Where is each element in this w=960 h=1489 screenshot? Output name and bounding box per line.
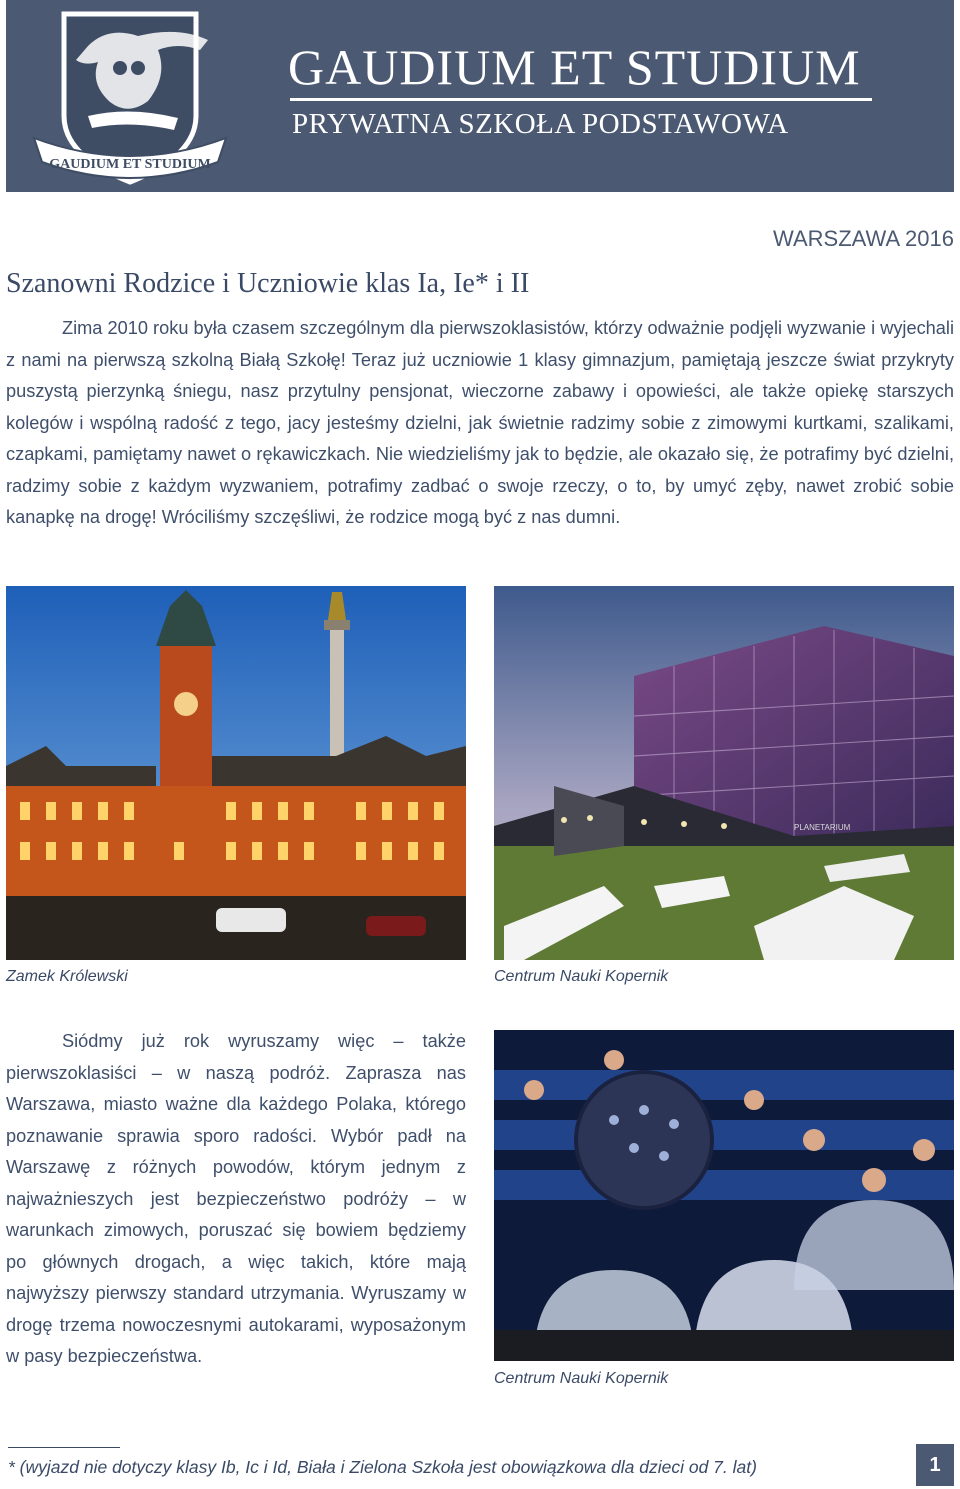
castle-photo [6, 586, 466, 960]
header-banner [6, 0, 954, 192]
science-center-photo [494, 586, 954, 960]
footnote: * (wyjazd nie dotyczy klasy Ib, Ic i Id, Biała i Zielona Szkoła jest obowiązkowa dla dzieci od 7. lat) [8, 1457, 757, 1477]
school-title: GAUDIUM ET STUDIUM [288, 39, 861, 95]
trip-paragraph: Siódmy już rok wyruszamy więc – także pierwszoklasiści – w naszą podróż. Zaprasza nas Warszawa, miasto ważne dla każdego Polaka, którego poznawanie sprawia sporo radości. Wybór padł na Warszawę z różnych powodów, którym jednym z najważnieszych jest bezpieczeństwo podróży – w warunkach zimowych, poruszać się bowiem będziemy po głównych drogach, a więc takich, które mają najwyższy pierwszy standard utrzymania. Wyruszamy w drogę trzema nowoczesnymi autokarami, wyposażonym w pasy bezpieczeństwa. [6, 1031, 466, 1366]
science-center-caption: Centrum Nauki Kopernik [494, 968, 669, 985]
castle-caption: Zamek Królewski [6, 968, 128, 985]
greeting-heading: Szanowni Rodzice i Uczniowie klas Ia, Ie* i II [6, 268, 530, 299]
intro-paragraph: Zima 2010 roku była czasem szczególnym dla pierwszoklasistów, którzy odważnie podjęli wyzwanie i wyjechali z nami na pierwszą szkolną Białą Szkołę! Teraz już uczniowie 1 klasy gimnazjum, pamiętają jeszcze świat przykryty puszystą pierzynką śniegu, nasz przytulny pensjonat, wieczorne zabawy i opowieści, ale także opiekę starszych kolegów i wspólną radość z tego, jacy jesteśmy dzielni, jak świetnie radzimy sobie z zimowymi kurtkami, szalikami, czapkami, pamiętamy nawet o rękawiczkach. Nie wiedzieliśmy jak to będzie, ale okazało się, że potrafimy być dzielni, radzimy sobie z każdym wyzwaniem, potrafimy zadbać o swoje rzeczy, o to, by umyć zęby, nawet zrobić sobie kanapkę na drogę! Wróciliśmy szczęśliwi, że rodzice mogą być z nas dumni. [6, 318, 954, 527]
title-divider [290, 98, 872, 101]
planetarium-photo [494, 1030, 954, 1361]
school-crest-logo [28, 6, 232, 186]
planetarium-sign: PLANETARIUM [794, 823, 851, 832]
page-number: 1 [916, 1444, 954, 1486]
school-subtitle: PRYWATNA SZKOŁA PODSTAWOWA [292, 108, 789, 140]
planetarium-caption: Centrum Nauki Kopernik [494, 1370, 669, 1387]
city-year: WARSZAWA 2016 [773, 226, 954, 251]
footnote-divider [8, 1447, 120, 1448]
crest-banner-text: GAUDIUM ET STUDIUM [49, 157, 211, 172]
